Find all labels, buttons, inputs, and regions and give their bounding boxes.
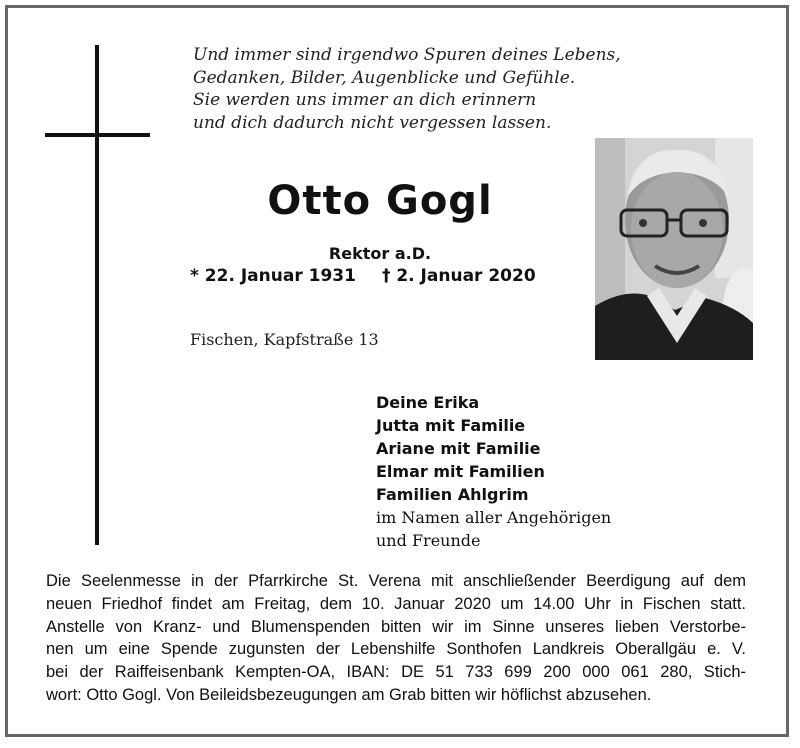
portrait-photo-image	[595, 138, 753, 360]
poem-line: Gedanken, Bilder, Augenblicke und Gefühle.	[193, 67, 576, 88]
deceased-name: Otto Gogl	[267, 178, 493, 224]
mourner-line: im Namen aller Angehörigen	[376, 508, 612, 527]
notice-line: Die Seelenmesse in der Pfarrkirche St. Verena mit anschließender Beerdigung auf dem	[46, 572, 746, 590]
memorial-poem	[193, 44, 621, 134]
deceased-title: Rektor a.D.	[328, 244, 432, 263]
mourner-line: Deine Erika	[376, 393, 480, 412]
portrait-photo	[595, 138, 753, 360]
cross-icon-bar	[45, 133, 150, 137]
poem-line: Und immer sind irgendwo Spuren deines Lebens,	[193, 45, 621, 65]
birth-date: * 22. Januar 1931	[190, 266, 356, 286]
notice-line: wort: Otto Gogl. Von Beileidsbezeugungen am Grab bitten wir höflichst abzusehen.	[46, 685, 652, 704]
notice-line: neuen Friedhof findet am Freitag, dem 10. Januar 2020 um 14.00 Uhr in Fischen statt.	[46, 594, 746, 613]
cross-icon	[95, 45, 99, 545]
mourner-line: Elmar mit Familien	[376, 462, 545, 481]
death-date: † 2. Januar 2020	[381, 266, 536, 286]
funeral-notice	[46, 570, 746, 707]
poem-line: Sie werden uns immer an dich erinnern	[193, 90, 537, 110]
mourner-line: und Freunde	[376, 531, 481, 550]
mourners-list	[376, 391, 611, 552]
mourner-line: Familien Ahlgrim	[376, 485, 529, 504]
mourner-line: Ariane mit Familie	[376, 439, 541, 458]
mourner-line: Jutta mit Familie	[376, 416, 526, 435]
notice-line: bei der Raiffeisenbank Kempten-OA, IBAN: DE 51 733 699 200 000 061 280, Stich-	[46, 663, 746, 682]
notice-line: Anstelle von Kranz- und Blumenspenden bitten wir im Sinne unseres lieben Verstorbe-	[46, 617, 746, 636]
notice-line: nen um eine Spende zugunsten der Lebenshilfe Sonthofen Landkreis Oberallgäu e. V.	[46, 640, 746, 659]
poem-line: und dich dadurch nicht vergessen lassen.	[193, 112, 552, 133]
address: Fischen, Kapfstraße 13	[190, 330, 379, 349]
life-dates	[190, 266, 580, 286]
